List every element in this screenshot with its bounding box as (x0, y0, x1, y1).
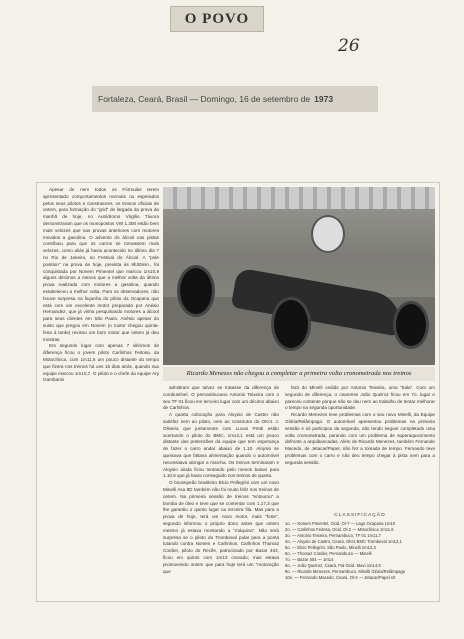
classification-item: 7o. — Bazar 404 — 1m14 (285, 557, 334, 562)
article-paragraph: admitiram que talvez se tratasse da diferença de combustível. O pernambucano Antonio Teixeira com o seu TF 01 ficou em terceiro lugar com um décimo abaixo de Carlinhos. (163, 385, 279, 411)
photo-wheel (271, 297, 311, 351)
dateline-text: Fortaleza, Ceará, Brasil — Domingo, 16 de setembro de (98, 94, 311, 104)
article-column-2 (163, 385, 279, 597)
masthead-title: O POVO (184, 10, 250, 27)
race-car-photo (163, 187, 435, 365)
newspaper-masthead (170, 6, 264, 32)
dateline-year: 1973 (314, 94, 334, 104)
classification-item: 8o. — João Queiroz, Ceará, Pal-Ocid. Mavi 1m14,8 (285, 563, 381, 568)
handwritten-page-number: 26 (338, 36, 360, 56)
classification-item: 3o. — Antonio Teixeira, Pernambuco, TF 01 1m11,7 (285, 533, 381, 538)
classification-item: 6o. — Thomaz Cordier, Pernambuco — Minelli (285, 551, 372, 556)
article-paragraph: Ricardo Menezes teve problemas com o seu novo Minelli, da Equipe Glória/Relâmpago. O automóvel apresentou problemas na primeira sessão e só participou da segunda, não tendo seguer completado uma volta cronometrada, parando com um problema de superaquecimento defronte a arquibancadas. Além de Ricardo Menezes, também Fernando Macedo, de Jetacar/Papel, não fez a tomada de tempo. Fernando teve problemas com o carro e não deu tempo chegar à pista nem para a segunda sessão. (285, 412, 435, 465)
photo-caption: Ricardo Menezes não chegou a completar a primeira volta cronometrada nos treinos (163, 367, 435, 381)
article-paragraph: Em segundo lugar com apenas 7 décimos de diferença ficou o jovem piloto Carlinhos Feitosa, da Motoclínica, com 1m11,6 um pouco distante do tempo que fizera nos treinos há uns 15 dias atrás, quando sua equipe marcou 1m10,7. O piloto e o chefe da equipe Ary Gambarini (43, 343, 159, 383)
article-paragraph: A quarta colocação para Aloysio de Castro não satisfez nem ao piloto, nem ao construtor do OK/4. J. Oliveira que juntamente com Lucas Pretti estão acertando o piloto do BMC, 1m12,1 está um pouco distante das pretensões da equipe que tem esperança de fazer o carro andar abaixo de 1.10. Aloysio se queixava que faltava alimentação quando o automóvel necessitava alongar a marcha. Os treinos terminaram e Aloysio ainda ficou tentando pelo menos baixar para 1.10,6 que já havia conseguido nos treinos de quarta. (163, 412, 279, 479)
photo-driver-helmet (311, 215, 345, 253)
article-paragraph: O bicampeão brasileiro Elcio Pellegrini com um novo Minelli Asa 8D também não foi muito feliz nos treinos de ontem. Na primeira sessão de treinos "entourou" a bomba de óleo e teve que se contentar com 1.17,3 que lhe garantiu o quinto lugar na terceira fila. Mas para a prova de hoje, terá um novo motor, mais "forte", segundo informou o próprio dono antes que ontem mesmo já estava montando a "máquina". Não será surpresa se o piloto do Trombeval pular para a ponta lutando contra Nonem e Carlinhos. Carlinhos Thomaz Cordier, piloto do Recife, patrocinado por Bazar 404, ficou em quinto com 1m13 cravado; mas estava promovendo ontem que para hoje terá um "motoração que (163, 480, 279, 574)
photo-wheel (393, 301, 429, 349)
article-clipping (36, 182, 440, 602)
article-column-1 (43, 187, 159, 407)
article-paragraph: Apesar de nem todos os Fórmulas terem apresentado comportamentos normais ou esperados pelos seus pilotos e construtores, os treinos oficiais de ontem, para formação do "grid" de largada da prova da manhã de hoje, no Autódromo Virgílio Távora demonstraram que os monopostos VW 1.300 estão bem mais velozes que nas provas anteriores com motores movidos a gasolina. O advento do álcool nas pistas contribuiu para que os carros se tornassem mais velozes, como aliás já havia acontecido no último dia 7 no Rio de Janeiro, no Festival do Álcool. A "pole position" na prova de hoje, prevista às 9h30min., foi conquistada por Nonem Pimentel que marcou 1m10,9 alguns décimos a menos que a melhor volta da última prova realizada com motores a gasolina, quando estabeleceu a melhor volta. Para os observadores, não houve surpresa na façanha do piloto da Ocapana que está com um excelente motor preparado por Anésio Hernandez, que já vinha pesquisando motores a álcool para seus clientes em São Paulo. Anésio apesar do susto que pregou em Nonem (o motor chegou quinta-feira à tarde) revisou um bom motor que ontem já deu mostras. (43, 187, 159, 342)
classification-item: 2o. — Carlinhos Feitosa, Ocid. Ol-2 — Motoclínica 1m11,6 (285, 527, 394, 532)
classification-item: 1o. — Nonem Pimentel, Ocid. Ol-7 — Lago Ocapana 1m10 (285, 521, 396, 526)
dateline (92, 86, 378, 112)
photo-fence (163, 187, 435, 209)
article-column-3 (285, 385, 435, 507)
photo-wheel (177, 265, 215, 317)
classification-item: 9o. — Ricardo Menezes, Pernambuco, Minelli Glória/Relâmpago (285, 569, 406, 574)
classification-item: 4o. — Aloysio de Castro, Ceará, OK/4 BMC Trombeval 1m12,1 (285, 539, 402, 544)
classification-title: CLASSIFICAÇÃO (334, 513, 386, 518)
classification-item: 5o. — Elcio Pellegrini, São Paulo, Minelli 1m12,3 (285, 545, 376, 550)
article-paragraph: fará do Minelli cedido por Antonio Teixeira, uma "bala". Com um segundo de diferença, o cearense João Queiroz ficou em 7o. lugar e pareceu contente porque não se deu nem ao trabalho de tentar melhorar o tempo na segunda oportunidade. (285, 385, 435, 411)
classification-box (285, 513, 435, 595)
classification-item: 10o. — Fernando Macedo, Ceará, Ol-3 — Jetacar/Papel s/t (285, 575, 396, 580)
classification-list (285, 521, 435, 581)
